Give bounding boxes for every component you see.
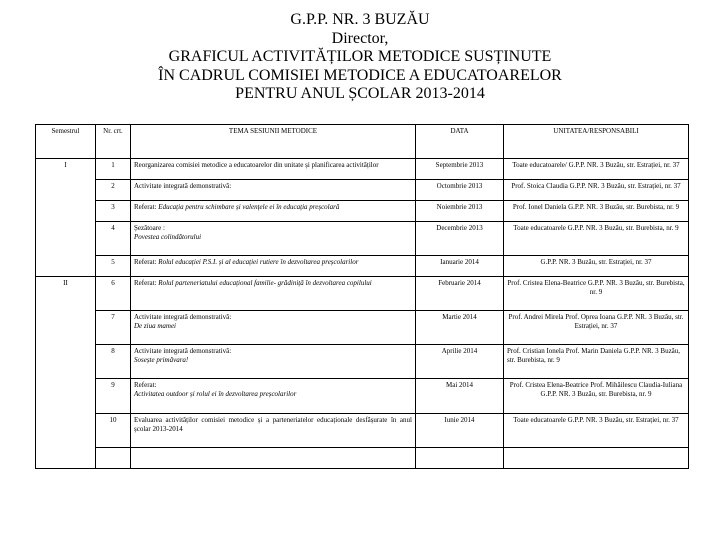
row-resp: Prof. Ionel Daniela G.P.P. NR. 3 Buzău, str. Burebista, nr. 9 — [504, 200, 689, 221]
table-row — [36, 345, 689, 379]
row-tema: Evaluarea activităților comisiei metodice și a parteneriatelor educaționale desfășurate în anul școlar 2013-2014 — [131, 413, 416, 447]
schedule-table — [35, 124, 689, 469]
col-tema: TEMA SESIUNII METODICE — [131, 125, 416, 159]
row-nr: 7 — [96, 310, 131, 344]
row-tema: Referat: Educația pentru schimbare și valențele ei în educația preșcolară — [131, 200, 416, 221]
row-date: Noiembrie 2013 — [416, 200, 504, 221]
table-header-row — [36, 125, 689, 159]
col-nr: Nr. crt. — [96, 125, 131, 159]
row-date: Mai 2014 — [416, 379, 504, 413]
row-resp: Prof. Stoica Claudia G.P.P. NR. 3 Buzău, str. Estrației, nr. 37 — [504, 179, 689, 200]
row-resp: Toate educatoarele G.P.P. NR. 3 Buzău, str. Estrației, nr. 37 — [504, 413, 689, 447]
table-row — [36, 413, 689, 447]
col-data: DATA — [416, 125, 504, 159]
row-resp: Prof. Andrei Mirela Prof. Oprea Ioana G.P.P. NR. 3 Buzău, str. Estrației, nr. 37 — [504, 310, 689, 344]
table-row — [36, 379, 689, 413]
row-resp: G.P.P. NR. 3 Buzău, str. Estrației, nr. 37 — [504, 255, 689, 276]
empty-cell — [131, 448, 416, 469]
row-date: Septembrie 2013 — [416, 159, 504, 180]
row-resp: Prof. Cristea Elena-Beatrice Prof. Mihăilescu Claudia-Iuliana G.P.P. NR. 3 Buzău, str. Burebista, nr. 9 — [504, 379, 689, 413]
empty-cell — [96, 448, 131, 469]
row-nr: 2 — [96, 179, 131, 200]
col-semestrul: Semestrul — [36, 125, 96, 159]
row-resp: Prof. Cristea Elena-Beatrice G.P.P. NR. 3 Buzău, str. Burebista, nr. 9 — [504, 276, 689, 310]
table-row — [36, 200, 689, 221]
row-tema: Reorganizarea comisiei metodice a educatoarelor din unitate și planificarea activităților — [131, 159, 416, 180]
row-resp: Prof. Cristian Ionela Prof. Marin Daniela G.P.P. NR. 3 Buzău, str. Burebista, nr. 9 — [504, 345, 689, 379]
director-label: Director, — [331, 29, 389, 47]
row-date: Martie 2014 — [416, 310, 504, 344]
row-tema: Referat: Rolul parteneriatului educațional familie- grădiniță în dezvoltarea copilului — [131, 276, 416, 310]
row-date: Aprilie 2014 — [416, 345, 504, 379]
empty-cell — [416, 448, 504, 469]
row-date: Februarie 2014 — [416, 276, 504, 310]
document-title-line-1: GRAFICUL ACTIVITĂȚILOR METODICE SUSȚINUTE — [168, 48, 552, 66]
row-tema: Activitate integrată demonstrativă: Sosește primăvara! — [131, 345, 416, 379]
table-row — [36, 179, 689, 200]
row-resp: Toate educatoarele G.P.P. NR. 3 Buzău, str. Burebista, nr. 9 — [504, 221, 689, 255]
table-row — [36, 276, 689, 310]
semester-1-cell: I — [36, 159, 96, 277]
row-date: Ianuarie 2014 — [416, 255, 504, 276]
empty-cell — [504, 448, 689, 469]
row-nr: 9 — [96, 379, 131, 413]
row-nr: 1 — [96, 159, 131, 180]
table-row — [36, 255, 689, 276]
document-title-line-2: ÎN CADRUL COMISIEI METODICE A EDUCATOARELOR — [158, 66, 562, 84]
semester-2-cell: II — [36, 276, 96, 468]
row-nr: 8 — [96, 345, 131, 379]
document-title-line-3: PENTRU ANUL ȘCOLAR 2013-2014 — [235, 85, 485, 103]
row-tema: Activitate integrată demonstrativă: — [131, 179, 416, 200]
row-date: Decembrie 2013 — [416, 221, 504, 255]
table-row — [36, 310, 689, 344]
row-nr: 10 — [96, 413, 131, 447]
col-unitatea: UNITATEA/RESPONSABILI — [504, 125, 689, 159]
document-header — [0, 11, 720, 104]
row-tema: Activitate integrată demonstrativă: De ziua mamei — [131, 310, 416, 344]
table-row-empty — [36, 448, 689, 469]
row-nr: 4 — [96, 221, 131, 255]
row-nr: 3 — [96, 200, 131, 221]
row-date: Iunie 2014 — [416, 413, 504, 447]
table-row — [36, 221, 689, 255]
row-tema: Șezătoare : Povestea colindătorului — [131, 221, 416, 255]
row-nr: 5 — [96, 255, 131, 276]
row-nr: 6 — [96, 276, 131, 310]
row-tema: Referat: Rolul educației P.S.I. și al educației rutiere în dezvoltarea preșcolarilor — [131, 255, 416, 276]
row-resp: Toate educatoarele/ G.P.P. NR. 3 Buzău, str. Estrației, nr. 37 — [504, 159, 689, 180]
school-name: G.P.P. NR. 3 BUZĂU — [290, 11, 430, 28]
row-date: Octombrie 2013 — [416, 179, 504, 200]
table-row — [36, 159, 689, 180]
row-tema: Referat: Activitatea outdoor și rolul ei în dezvoltarea preșcolarilor — [131, 379, 416, 413]
